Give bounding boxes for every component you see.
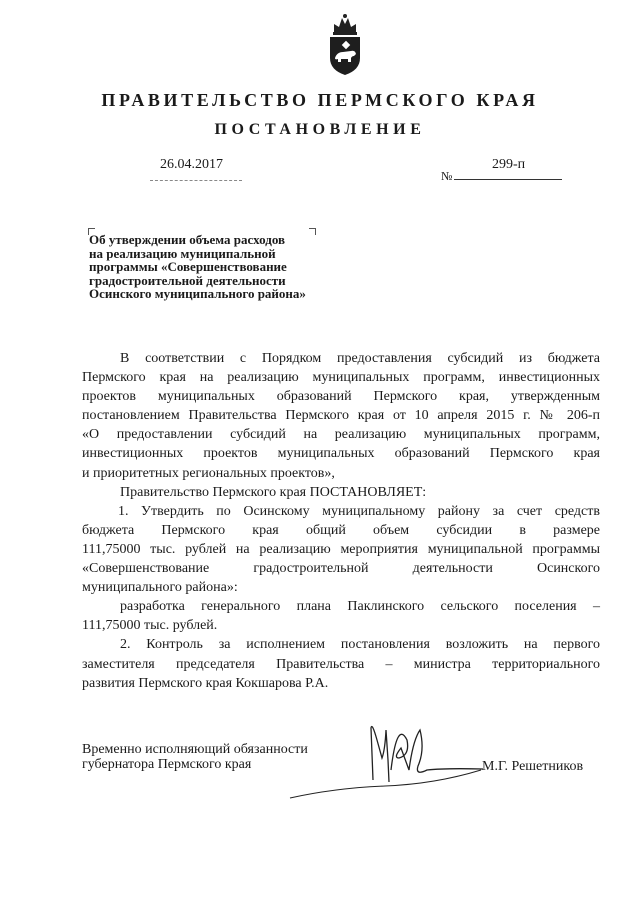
document-number: 299-п [492, 157, 526, 172]
document-type: ПОСТАНОВЛЕНИЕ [214, 121, 426, 138]
signatory-title-line: губернатора Пермского края [82, 756, 252, 772]
government-name: ПРАВИТЕЛЬСТВО ПЕРМСКОГО КРАЯ [101, 90, 539, 110]
handwritten-signature-icon [285, 700, 505, 805]
document-date: 26.04.2017 [160, 157, 223, 172]
body-line: «О предоставлении субсидий на реализацию муниципальных программ, [82, 427, 600, 443]
body-line: проектов муниципальных образований Пермского края, утвержденным [82, 389, 600, 405]
body-line: заместителя председателя Правительства – министра территориального [82, 656, 600, 672]
body-line: развития Пермского края Кокшарова Р.А. [82, 675, 329, 691]
body-line: муниципального района»: [82, 580, 238, 596]
body-line: 111,75000 тыс. рублей. [82, 618, 218, 634]
signatory-title-line: Временно исполняющий обязанности [82, 742, 308, 757]
body-line: В соответствии с Порядком предоставления субсидий из бюджета [120, 351, 600, 366]
subject-line: Об утверждении объема расходов [89, 232, 286, 247]
subject-line: градостроительной деятельности [89, 272, 286, 288]
body-line: 1. Утвердить по Осинскому муниципальному району за счет средств [118, 503, 600, 519]
clause-2 [82, 635, 600, 692]
signatory-name: М.Г. Решетников [482, 759, 584, 774]
resolution-phrase: Правительство Пермского края ПОСТАНОВЛЯЕТ: [120, 484, 427, 500]
coat-of-arms-icon [326, 12, 364, 76]
body-line: 2. Контроль за исполнением постановления возложить на первого [120, 637, 600, 653]
body-line: 111,75000 тыс. рублей на реализацию мероприятия муниципальной программы [82, 541, 600, 557]
body-line: постановлением Правительства Пермского края от 10 апреля 2015 г. № 206-п [82, 408, 600, 424]
signatory-title [82, 743, 308, 772]
body-line: «Совершенствование градостроительной деятельности Осинского [82, 561, 600, 577]
body-line: Пермского края на реализацию муниципальных программ, инвестиционных [82, 370, 600, 386]
body-line: бюджета Пермского края общий объем субсидии в размере [82, 522, 600, 538]
subject-line: на реализацию муниципальной [89, 245, 276, 261]
number-sign: № [441, 169, 453, 183]
body-line: и приоритетных региональных проектов», [82, 465, 335, 481]
body-line: инвестиционных проектов муниципальных образований Пермского края [82, 446, 600, 462]
clause-1 [82, 502, 600, 597]
subject-line: Осинского муниципального района» [89, 286, 306, 302]
number-underline [454, 179, 562, 180]
clause-1-item [82, 597, 600, 635]
date-underline [150, 180, 242, 181]
preamble-paragraph [82, 349, 600, 483]
body-line: разработка генерального плана Паклинского сельского поселения – [120, 599, 600, 615]
subject-line: программы «Совершенствование [89, 259, 287, 275]
document-body [82, 349, 600, 693]
document-subject [89, 233, 351, 301]
